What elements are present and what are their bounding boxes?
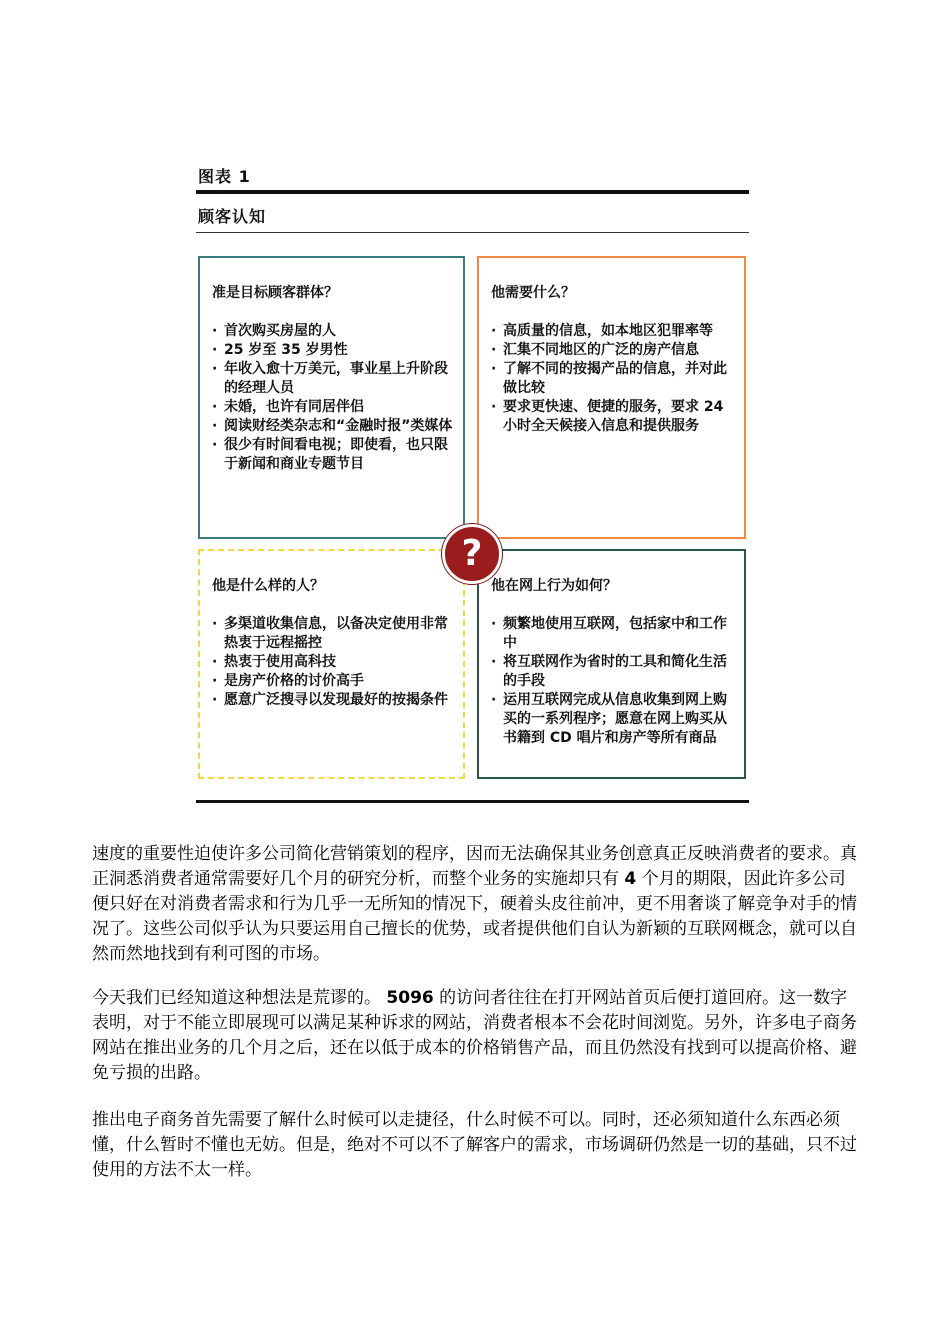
quadrant-question: 准是目标顾客群体？ [212, 285, 338, 301]
list-item: · 很少有时间看电视；即使看，也只限于新闻和商业专题节目 [212, 436, 453, 474]
list-item: · 阅读财经类杂志和“金融时报”类媒体 [212, 417, 453, 436]
body-paragraph-1 [92, 842, 862, 967]
quadrant-persona [198, 549, 465, 779]
quadrant-list [212, 322, 453, 474]
figure-label: 图表 1 [198, 167, 251, 186]
figure-title: 顾客认知 [198, 207, 267, 226]
list-item: · 25 岁至 35 岁男性 [212, 341, 453, 360]
list-item: · 运用互联网完成从信息收集到网上购买的一系列程序；愿意在网上购买从书籍到 CD 唱片和房产等所有商品 [491, 691, 734, 748]
figure-bottom-rule [196, 800, 749, 803]
highlight-number: 5096 [386, 988, 434, 1008]
list-item: · 高质量的信息，如本地区犯罪率等 [491, 322, 734, 341]
paragraph-text: 速度的重要性迫使许多公司简化营销策划的程序，因而无法确保其业务创意真正反映消费者的要求。真正洞悉消费者通常需要好几个月的研究分析，而整个业务的实施却只有 [92, 844, 857, 889]
list-item: · 汇集不同地区的广泛的房产信息 [491, 341, 734, 360]
figure-top-rule [196, 190, 749, 194]
body-paragraph-3: 推出电子商务首先需要了解什么时候可以走捷径，什么时候不可以。同时，还必须知道什么东西必须懂，什么暂时不懂也无妨。但是，绝对不可以不了解客户的需求，市场调研仍然是一切的基础，只不过使用的方法不太一样。 [92, 1110, 857, 1180]
quadrant-list [491, 615, 734, 748]
quadrant-question: 他需要什么？ [491, 285, 575, 301]
quadrant-question: 他是什么样的人？ [212, 578, 324, 594]
paragraph-text: 的访问者往往在打开网站首页后便打道回府。这一数字表明，对于不能立即展现可以满足某种诉求的网站，消费者根本不会花时间浏览。另外，许多电子商务网站在推出业务的几个月之后，还在以低于成本的价格销售产品，而且仍然没有找到可以提高价格、避免亏损的出路。 [92, 988, 857, 1083]
list-item: · 首次购买房屋的人 [212, 322, 453, 341]
quadrant-list [212, 615, 453, 710]
list-item: · 多渠道收集信息，以备决定使用非常热衷于远程摇控 [212, 615, 453, 653]
question-mark-icon: ? [442, 524, 502, 584]
customer-perception-figure [196, 158, 749, 808]
list-item: · 年收入愈十万美元，事业星上升阶段的经理人员 [212, 360, 453, 398]
list-item: · 愿意广泛搜寻以发现最好的按揭条件 [212, 691, 453, 710]
list-item: · 要求更快速、便捷的服务，要求 24 小时全天候接入信息和提供服务 [491, 398, 734, 436]
quadrant-question: 他在网上行为如何？ [491, 578, 617, 594]
paragraph-text: 今天我们已经知道这种想法是荒谬的。 [92, 988, 381, 1008]
paragraph-text: 个月的期限，因此许多公司便只好在对消费者需求和行为几乎一无所知的情况下，硬着头皮往前冲，更不用奢谈了解竞争对手的情况了。这些公司似乎认为只要运用自己擅长的优势，或者提供他们自认为新颖的互联网概念，就可以自然而然地找到有利可图的市场。 [92, 869, 857, 964]
list-item: · 将互联网作为省时的工具和简化生活的手段 [491, 653, 734, 691]
list-item: · 未婚，也许有同居伴侣 [212, 398, 453, 417]
quadrant-target-group [198, 256, 465, 539]
list-item: · 频繁地使用互联网，包括家中和工作中 [491, 615, 734, 653]
list-item: · 是房产价格的讨价高手 [212, 672, 453, 691]
body-paragraph-2 [92, 986, 862, 1086]
figure-title-rule [196, 232, 749, 233]
list-item: · 了解不同的按揭产品的信息，并对此做比较 [491, 360, 734, 398]
quadrant-needs [477, 256, 746, 539]
quadrant-list [491, 322, 734, 436]
highlight-number: 4 [624, 869, 637, 889]
quadrant-online-behavior [477, 549, 746, 779]
list-item: · 热衷于使用高科技 [212, 653, 453, 672]
